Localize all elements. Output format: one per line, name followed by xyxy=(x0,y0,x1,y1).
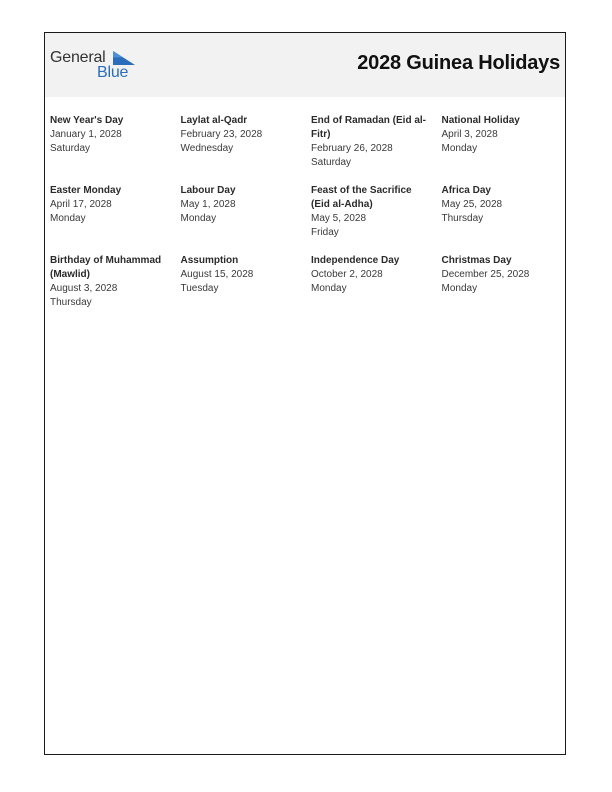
holiday-weekday: Saturday xyxy=(50,143,91,154)
holiday-date: May 1, 2028 xyxy=(180,199,236,210)
holiday-entry xyxy=(50,184,181,240)
holiday-weekday: Thursday xyxy=(50,297,92,308)
holiday-date: February 26, 2028 xyxy=(311,143,393,154)
header xyxy=(45,33,565,97)
holiday-entry xyxy=(181,254,312,310)
holiday-name: Birthday of Muhammad (Mawlid) xyxy=(50,255,162,280)
holiday-name: Easter Monday xyxy=(50,185,122,196)
page-frame xyxy=(44,32,566,755)
holiday-name: National Holiday xyxy=(441,115,520,126)
logo-flag-icon xyxy=(113,51,135,65)
holiday-name: Labour Day xyxy=(180,185,236,196)
holiday-date: May 5, 2028 xyxy=(311,213,367,224)
holiday-entry xyxy=(442,254,570,310)
holiday-date: August 3, 2028 xyxy=(50,283,118,294)
holiday-weekday: Wednesday xyxy=(180,143,234,154)
holiday-date: February 23, 2028 xyxy=(180,129,263,140)
holiday-name: Independence Day xyxy=(311,255,400,266)
generalblue-logo xyxy=(50,49,140,83)
holidays-grid xyxy=(50,114,570,310)
holiday-weekday: Monday xyxy=(441,143,478,154)
holiday-date: October 2, 2028 xyxy=(311,269,383,280)
holiday-entry xyxy=(442,114,570,170)
page-title: 2028 Guinea Holidays xyxy=(357,52,560,74)
holiday-entry xyxy=(311,254,442,310)
holiday-entry xyxy=(311,114,442,170)
logo-text-blue: Blue xyxy=(97,64,129,81)
holiday-entry xyxy=(181,114,312,170)
holiday-entry xyxy=(50,114,181,170)
holiday-name: Christmas Day xyxy=(441,255,512,266)
holiday-date: May 25, 2028 xyxy=(441,199,503,210)
holiday-date: January 1, 2028 xyxy=(50,129,122,140)
holiday-name: Africa Day xyxy=(441,185,491,196)
holiday-date: August 15, 2028 xyxy=(180,269,254,280)
holiday-entry xyxy=(442,184,570,240)
holiday-name: Assumption xyxy=(180,255,239,266)
logo-text-general: General xyxy=(50,49,106,66)
holiday-weekday: Monday xyxy=(441,283,478,294)
holiday-name: New Year's Day xyxy=(50,115,124,126)
holiday-weekday: Friday xyxy=(311,227,339,238)
holiday-weekday: Saturday xyxy=(311,157,352,168)
holiday-name: Laylat al-Qadr xyxy=(180,115,248,126)
holiday-entry xyxy=(181,184,312,240)
holiday-date: April 3, 2028 xyxy=(441,129,498,140)
holiday-name: End of Ramadan (Eid al-Fitr) xyxy=(311,115,427,140)
holiday-weekday: Monday xyxy=(311,283,347,294)
holiday-weekday: Tuesday xyxy=(180,283,219,294)
holiday-entry xyxy=(50,254,181,310)
holiday-name: Feast of the Sacrifice (Eid al-Adha) xyxy=(311,185,412,210)
holiday-weekday: Thursday xyxy=(441,213,484,224)
holiday-weekday: Monday xyxy=(180,213,217,224)
holiday-date: April 17, 2028 xyxy=(50,199,112,210)
holiday-date: December 25, 2028 xyxy=(441,269,530,280)
holiday-entry xyxy=(311,184,442,240)
holiday-weekday: Monday xyxy=(50,213,86,224)
